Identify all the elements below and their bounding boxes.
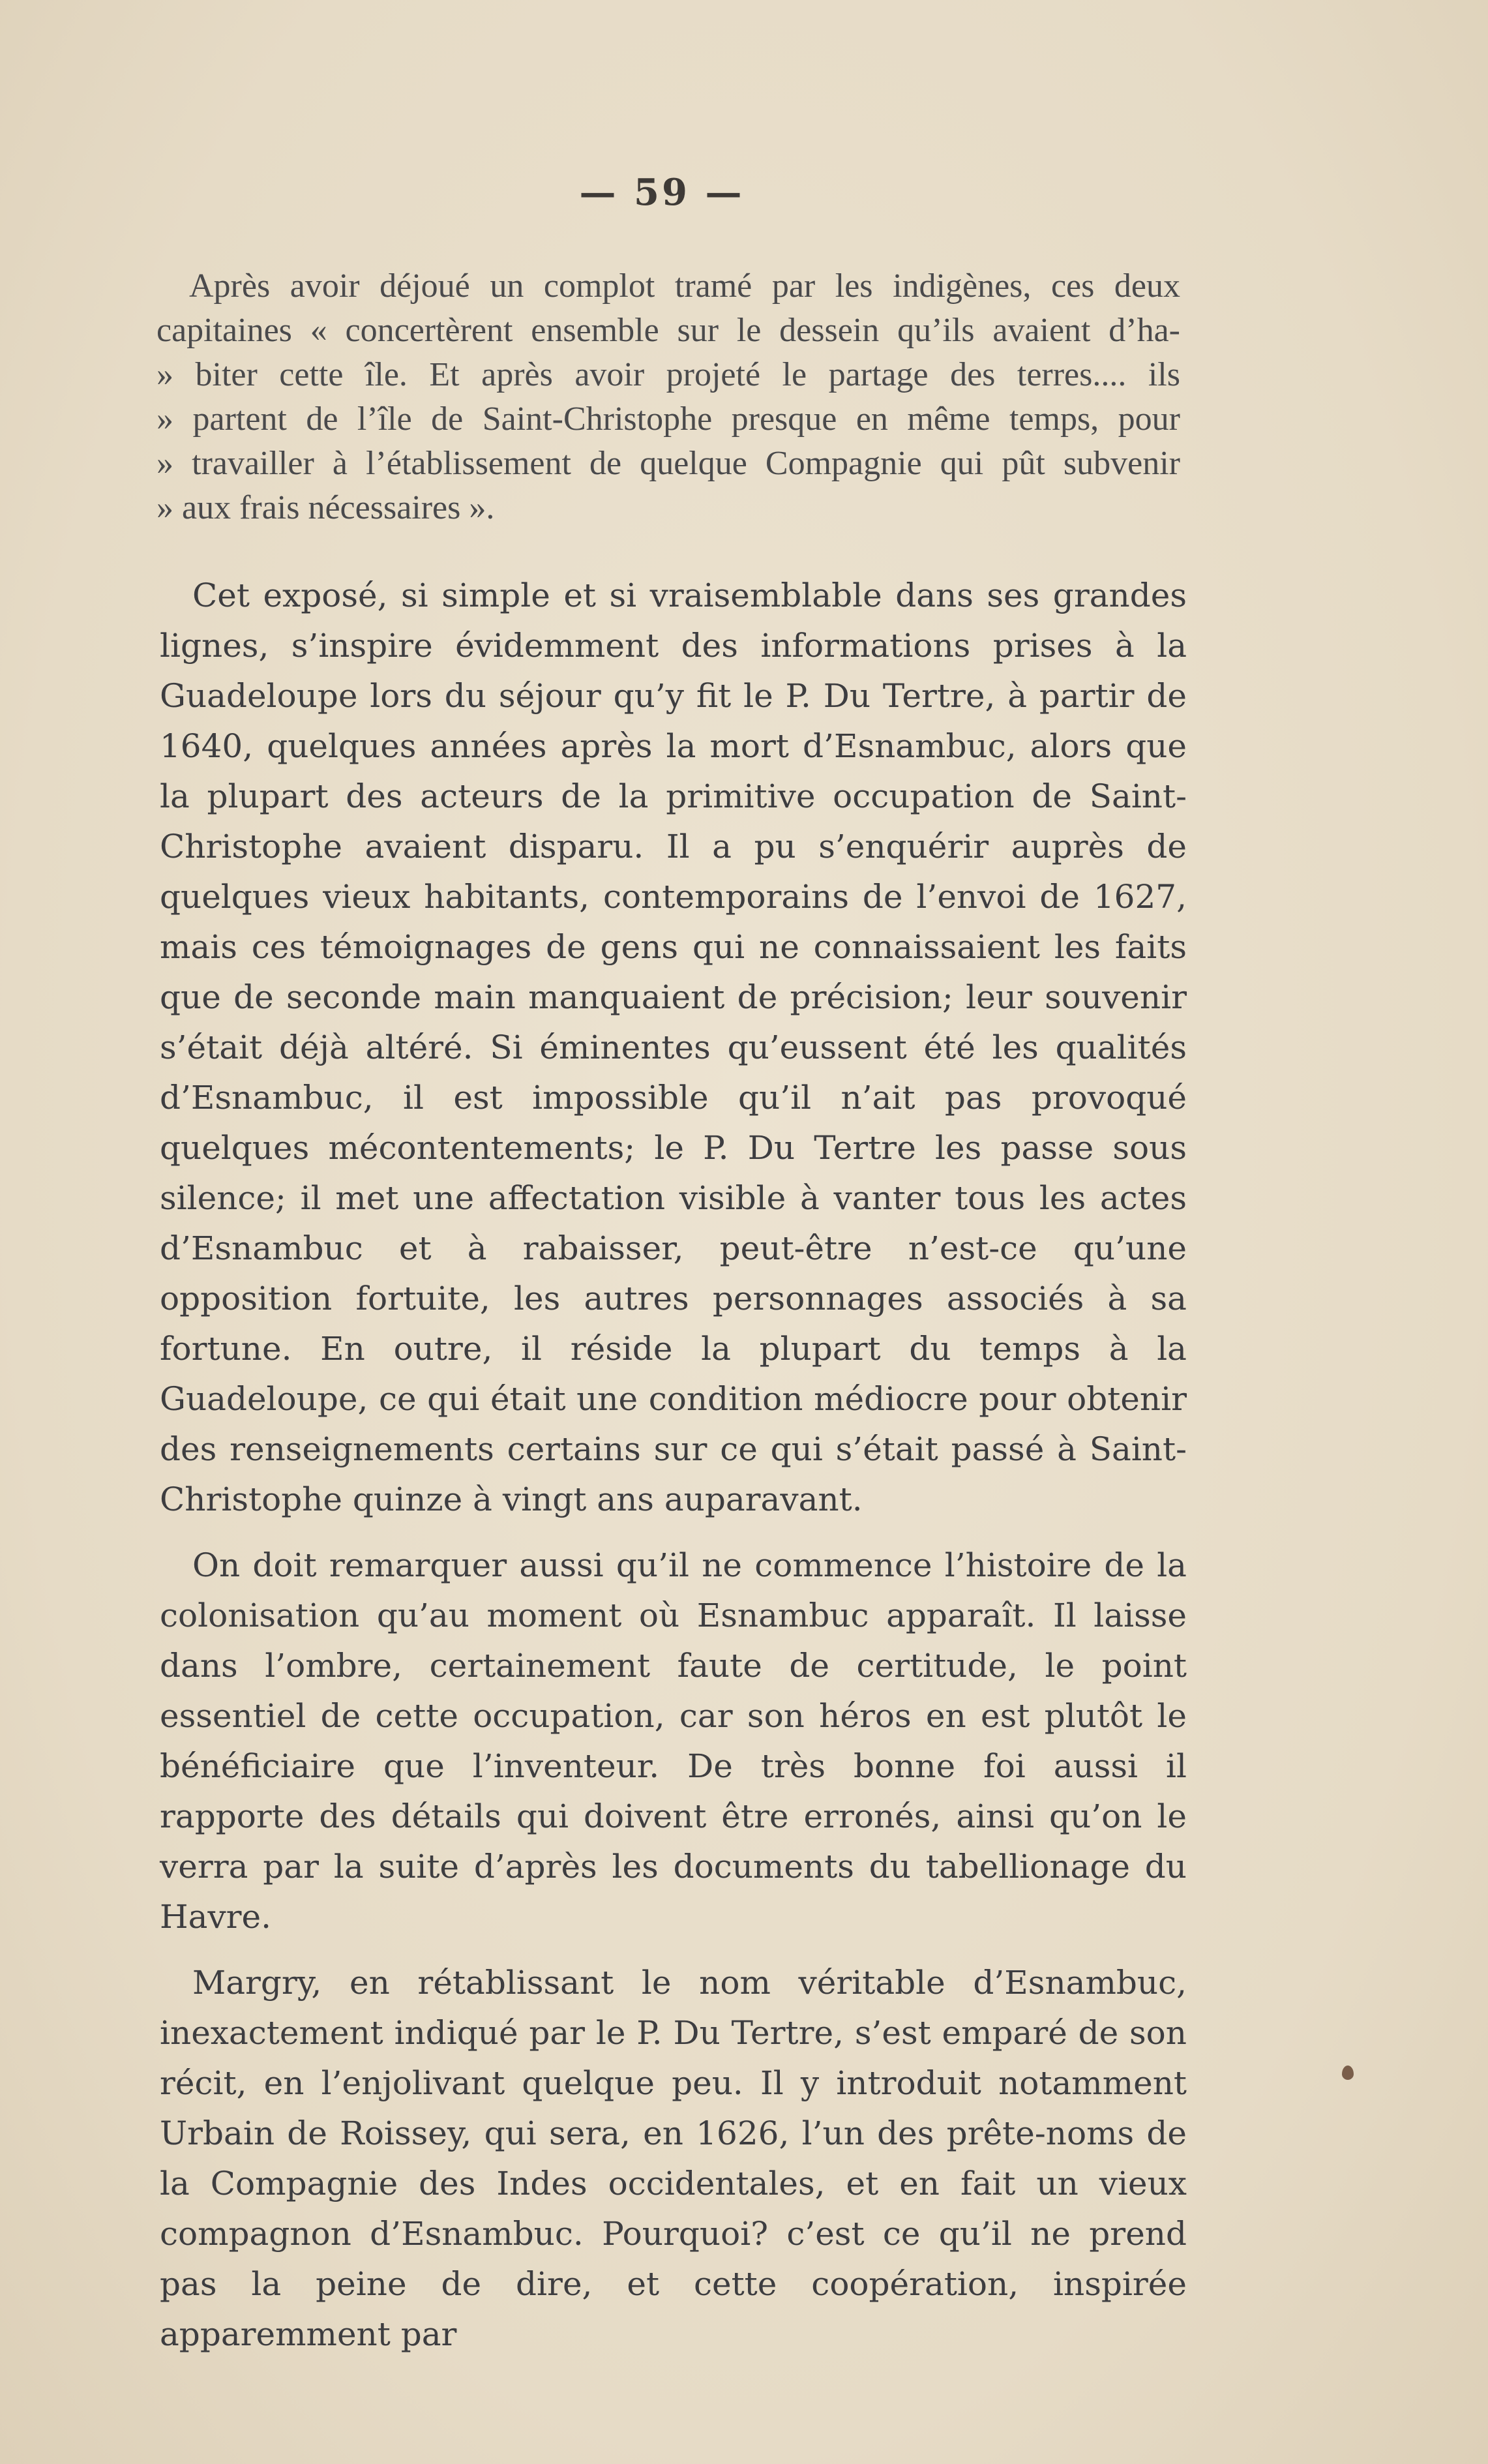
paragraph-histoire-colonisation: On doit remarquer aussi qu’il ne commence l’histoire de la colonisation qu’au moment où Esnambuc apparaît. Il laisse dans l’ombre, certainement faute de certitude, le point essentiel de cette occupation, car son héros en est plutôt le bénéficiaire que l’inventeur. De très bonne foi aussi il rapporte des détails qui doivent être erronés, ainsi qu’on le verra par la suite d’après les documents du tabellionage du Havre. — [160, 1546, 1187, 1936]
quote-line: » partent de l’île de Saint-Christophe presque en même temps, pour — [156, 400, 1180, 438]
body-text — [160, 571, 1187, 2375]
quote-line: » aux frais nécessaires ». — [156, 489, 495, 526]
quote-line: Après avoir déjoué un complot tramé par les indigènes, ces deux — [189, 267, 1180, 305]
quote-line: » biter cette île. Et après avoir projeté le partage des terres.... ils — [156, 356, 1180, 393]
page-number: — 59 — — [579, 171, 745, 214]
quote-line: » travailler à l’établissement de quelque Compagnie qui pût subvenir — [156, 445, 1180, 482]
paragraph-critique-du-tertre: Cet exposé, si simple et si vraisemblable dans ses grandes lignes, s’inspire évidemment des informations prises à la Guadeloupe lors du séjour qu’y fit le P. Du Tertre, à partir de 1640, quelques années après la mort d’Esnambuc, alors que la plupart des acteurs de la primitive occupation de Saint-Christophe avaient disparu. Il a pu s’enquérir auprès de quelques vieux habitants, contemporains de l’envoi de 1627, mais ces témoignages de gens qui ne connaissaient les faits que de seconde main manquaient de précision; leur souvenir s’était déjà altéré. Si éminentes qu’eussent été les qualités d’Esnambuc, il est impossible qu’il n’ait pas provoqué quelques mécontentements; le P. Du Tertre les passe sous silence; il met une affectation visible à vanter tous les actes d’Esnambuc et à rabaisser, peut-être n’est-ce qu’une opposition fortuite, les autres personnages associés à sa fortune. En outre, il réside la plupart du temps à la Guadeloupe, ce qui était une condition médiocre pour obtenir des renseignements certains sur ce qui s’était passé à Saint-Christophe quinze à vingt ans auparavant. — [160, 577, 1187, 1518]
quote-line: capitaines « concertèrent ensemble sur le dessein qu’ils avaient d’ha- — [156, 312, 1180, 349]
paragraph-margry: Margry, en rétablissant le nom véritable d’Esnambuc, inexactement indiqué par le P. Du Tertre, s’est emparé de son récit, en l’enjolivant quelque peu. Il y introduit notamment Urbain de Roissey, qui sera, en 1626, l’un des prête-noms de la Compagnie des Indes occidentales, et en fait un vieux compagnon d’Esnambuc. Pourquoi? c’est ce qu’il ne prend pas la peine de dire, et cette coopération, inspirée apparemment par — [160, 1964, 1187, 2353]
ink-speck — [1342, 2066, 1354, 2080]
quotation-block — [156, 264, 1180, 530]
